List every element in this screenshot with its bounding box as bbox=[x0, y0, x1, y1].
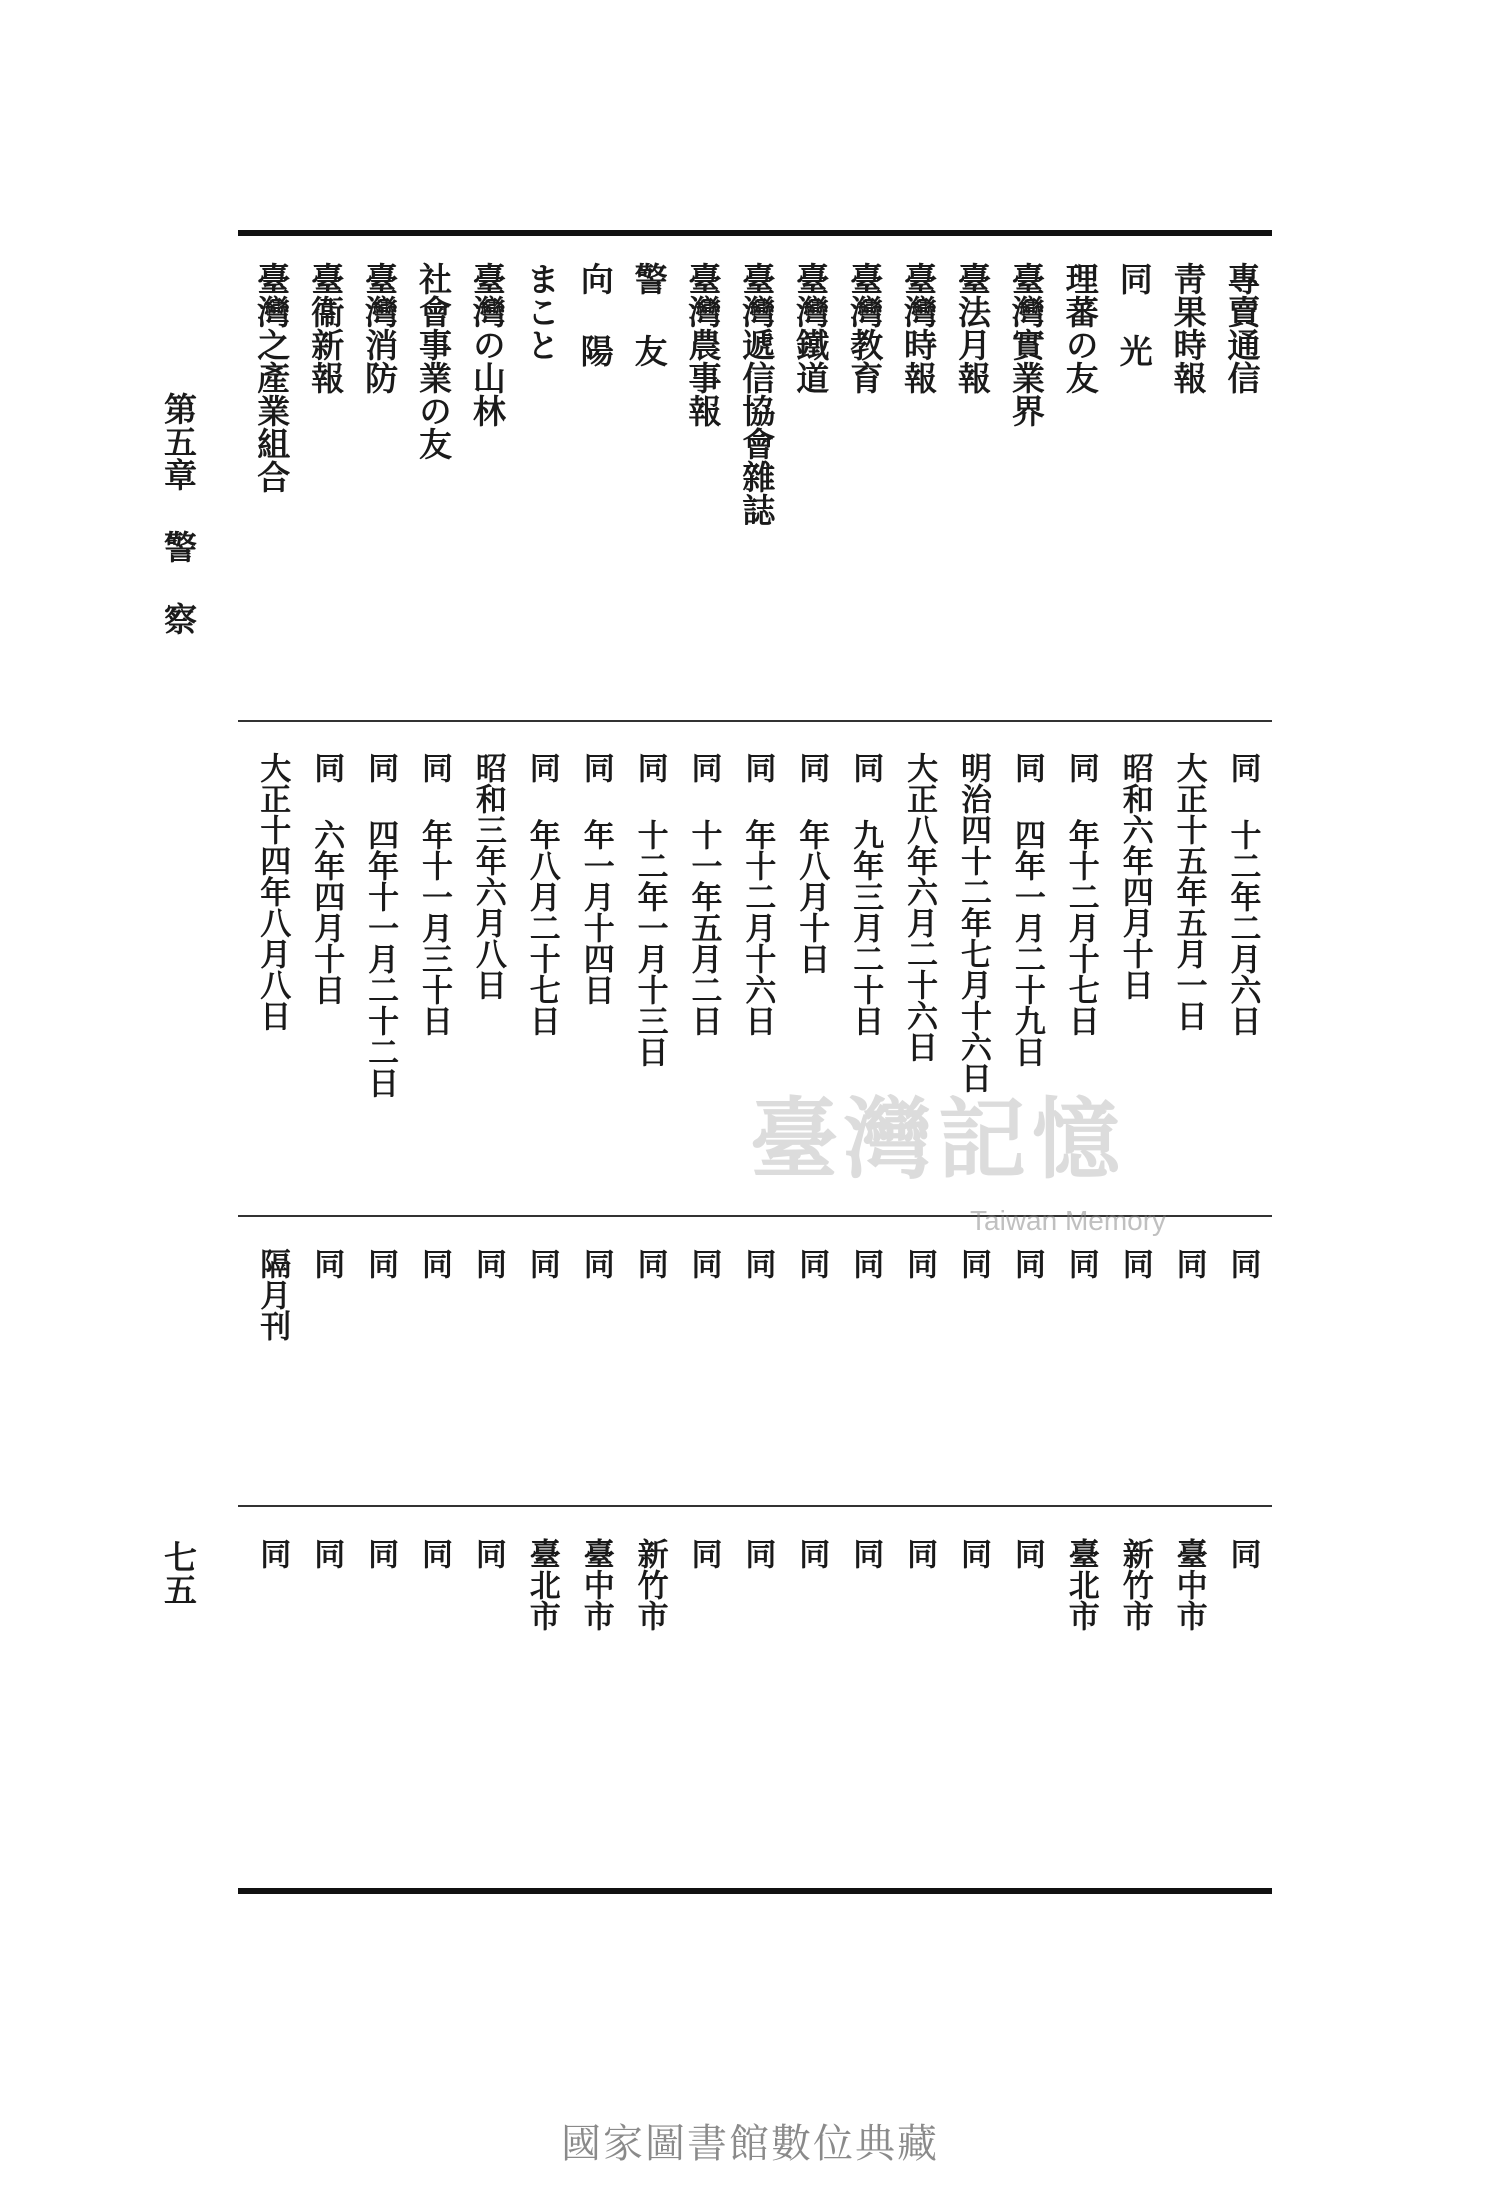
periodical-title: 臺衞新報 bbox=[306, 262, 346, 394]
publication-place: 同 bbox=[847, 1538, 884, 1569]
periodical-title: 臺灣之產業組合 bbox=[252, 262, 292, 493]
founding-date: 大正十五年五月一日 bbox=[1170, 752, 1207, 1031]
periodical-title: 專賣通信 bbox=[1222, 262, 1262, 394]
watermark-subtext: Taiwan Memory bbox=[970, 1205, 1167, 1236]
publication-place: 同 bbox=[955, 1538, 991, 1569]
publication-frequency: 同 bbox=[362, 1248, 399, 1279]
founding-date: 昭和三年六月八日 bbox=[469, 752, 506, 1000]
founding-date: 同 十二年一月十三日 bbox=[631, 752, 668, 1067]
periodical-title: 臺灣の山林 bbox=[467, 262, 507, 427]
publication-place: 臺中市 bbox=[1170, 1538, 1207, 1631]
publication-place: 同 bbox=[1008, 1538, 1045, 1569]
periodical-title: 臺灣教育 bbox=[845, 262, 885, 394]
publication-frequency: 同 bbox=[793, 1248, 830, 1279]
periodical-title: 臺灣農事報 bbox=[683, 262, 723, 427]
publication-frequency: 同 bbox=[739, 1248, 776, 1279]
founding-date: 大正十四年八月八日 bbox=[254, 752, 291, 1031]
periodical-title: 臺灣實業界 bbox=[1006, 262, 1046, 427]
periodical-title: 臺灣消防 bbox=[360, 262, 400, 394]
periodical-title: 臺灣鐵道 bbox=[791, 262, 831, 394]
periodical-title: 社會事業の友 bbox=[414, 262, 453, 460]
founding-date: 同 年八月十日 bbox=[793, 752, 830, 974]
publication-place: 同 bbox=[416, 1538, 452, 1569]
table-row bbox=[299, 0, 353, 2200]
table-row bbox=[1215, 0, 1269, 2200]
table-row bbox=[1161, 0, 1215, 2200]
founding-date: 明治四十二年七月十六日 bbox=[955, 752, 991, 1093]
founding-date: 同 九年三月二十日 bbox=[847, 752, 884, 1036]
founding-date: 同 年八月二十七日 bbox=[523, 752, 560, 1036]
periodical-title: 靑果時報 bbox=[1168, 262, 1208, 394]
founding-date: 同 十一年五月二日 bbox=[685, 752, 722, 1036]
founding-date: 同 四年一月二十九日 bbox=[1008, 752, 1045, 1067]
publication-frequency: 同 bbox=[847, 1248, 884, 1279]
publication-place: 同 bbox=[793, 1538, 830, 1569]
founding-date: 昭和六年四月十日 bbox=[1116, 752, 1153, 1000]
publication-place: 新竹市 bbox=[1116, 1538, 1153, 1631]
founding-date: 同 年一月十四日 bbox=[577, 752, 614, 1005]
publication-frequency: 同 bbox=[955, 1248, 991, 1279]
publication-frequency: 同 bbox=[1062, 1248, 1099, 1279]
publication-place: 同 bbox=[1224, 1538, 1261, 1569]
publication-frequency: 同 bbox=[1116, 1248, 1153, 1279]
table-row bbox=[568, 0, 622, 2200]
page-number: 七五 bbox=[159, 1540, 198, 1606]
publication-frequency: 同 bbox=[685, 1248, 722, 1279]
table-row bbox=[407, 0, 461, 2200]
publication-place: 同 bbox=[469, 1538, 506, 1569]
founding-date: 大正八年六月二十六日 bbox=[901, 752, 938, 1062]
publication-place: 臺北市 bbox=[523, 1538, 560, 1631]
periodical-title: まこと bbox=[521, 262, 561, 361]
publication-place: 新竹市 bbox=[631, 1538, 668, 1631]
publication-frequency: 同 bbox=[523, 1248, 560, 1279]
periodical-title: 同 光 bbox=[1114, 262, 1154, 367]
publication-frequency: 同 bbox=[1170, 1248, 1207, 1279]
publication-place: 同 bbox=[901, 1538, 938, 1569]
publication-frequency: 同 bbox=[631, 1248, 668, 1279]
running-head: 第五章 警 察 bbox=[159, 392, 198, 635]
periodical-title: 臺灣遞信協會雜誌 bbox=[737, 262, 777, 526]
publication-frequency: 隔月刊 bbox=[254, 1248, 291, 1341]
founding-date: 同 年十二月十七日 bbox=[1062, 752, 1099, 1036]
footer-credit: 國家圖書館數位典藏 bbox=[561, 2121, 939, 2167]
publication-frequency: 同 bbox=[1008, 1248, 1045, 1279]
publication-place: 同 bbox=[254, 1538, 291, 1569]
publication-place: 同 bbox=[362, 1538, 399, 1569]
table-row bbox=[676, 0, 730, 2200]
publication-frequency: 同 bbox=[469, 1248, 506, 1279]
publication-place: 同 bbox=[685, 1538, 722, 1569]
publication-frequency: 同 bbox=[577, 1248, 614, 1279]
publication-frequency: 同 bbox=[416, 1248, 452, 1279]
publication-place: 臺中市 bbox=[577, 1538, 614, 1631]
publication-place: 同 bbox=[308, 1538, 345, 1569]
periodical-title: 臺法月報 bbox=[953, 262, 992, 394]
table-row bbox=[622, 0, 676, 2200]
periodical-title: 臺灣時報 bbox=[899, 262, 939, 394]
periodical-title: 理蕃の友 bbox=[1060, 262, 1100, 394]
publication-place: 臺北市 bbox=[1062, 1538, 1099, 1631]
founding-date: 同 年十一月三十日 bbox=[416, 752, 452, 1036]
publication-place: 同 bbox=[739, 1538, 776, 1569]
table-row bbox=[353, 0, 407, 2200]
publication-frequency: 同 bbox=[901, 1248, 938, 1279]
publication-frequency: 同 bbox=[308, 1248, 345, 1279]
periodical-title: 警 友 bbox=[629, 262, 669, 367]
table-row bbox=[245, 0, 299, 2200]
founding-date: 同 年十二月十六日 bbox=[739, 752, 776, 1036]
founding-date: 同 六年四月十日 bbox=[308, 752, 345, 1005]
table-row bbox=[514, 0, 568, 2200]
watermark-logo: 臺灣記憶 bbox=[750, 1087, 1127, 1191]
periodical-title: 向 陽 bbox=[575, 262, 615, 367]
founding-date: 同 四年十一月二十二日 bbox=[362, 752, 399, 1098]
table-row bbox=[460, 0, 514, 2200]
founding-date: 同 十二年二月六日 bbox=[1224, 752, 1261, 1036]
publication-frequency: 同 bbox=[1224, 1248, 1261, 1279]
